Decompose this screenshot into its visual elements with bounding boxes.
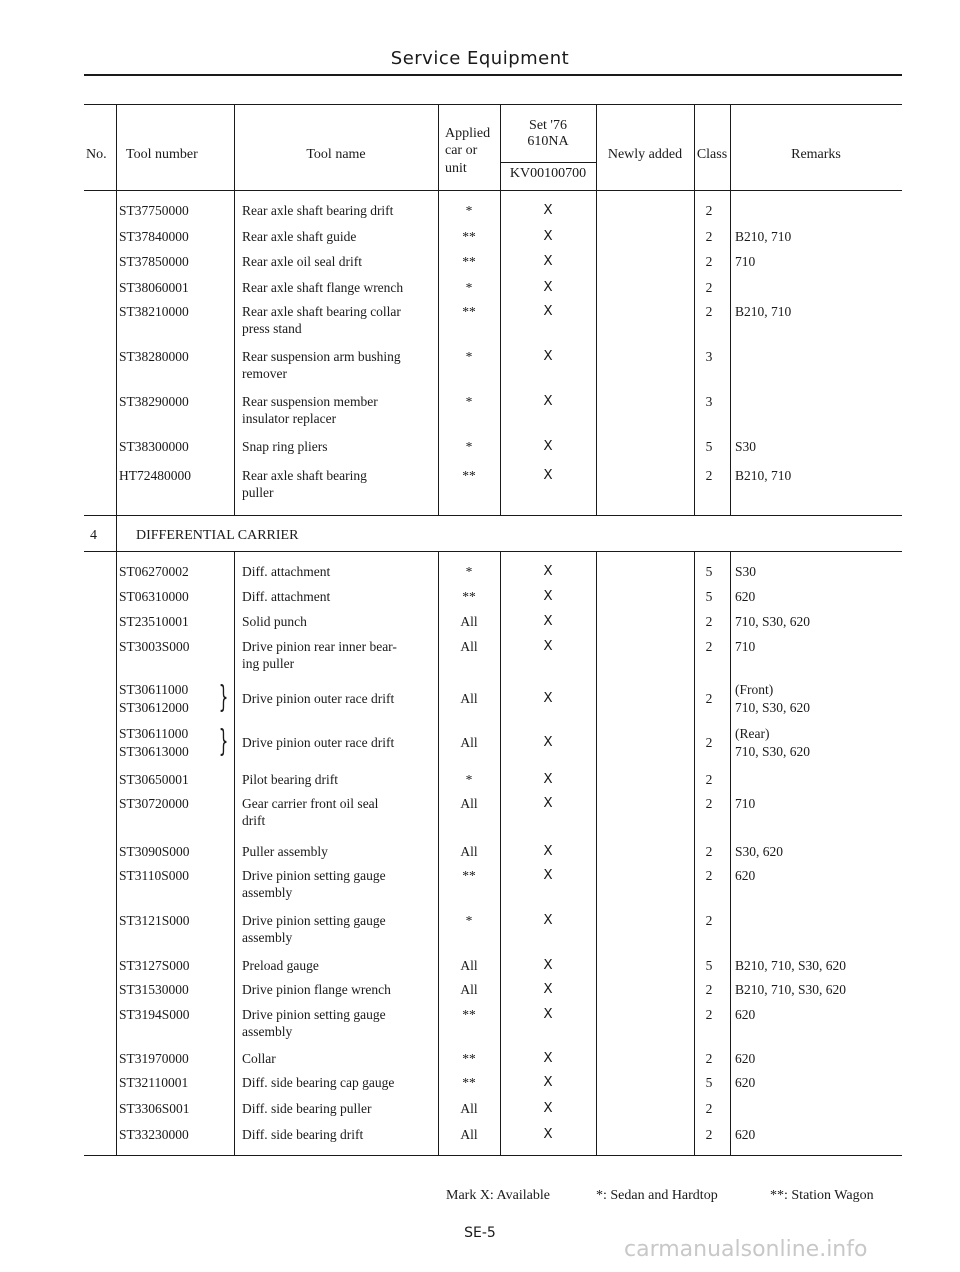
tool-number: ST30613000	[119, 744, 189, 759]
set-availability: X	[543, 563, 553, 579]
set-availability: X	[543, 734, 553, 750]
set-availability: X	[543, 1050, 553, 1066]
applied-value: All	[460, 958, 478, 973]
tool-number: ST06310000	[119, 589, 189, 604]
tool-name: Drive pinion setting gauge	[242, 868, 386, 883]
set-availability: X	[543, 1074, 553, 1090]
applied-value: All	[460, 844, 478, 859]
remarks: 710	[735, 254, 756, 269]
group2-divider	[234, 551, 235, 1155]
section-number: 4	[90, 528, 97, 543]
group2-divider	[500, 551, 501, 1155]
set-availability: X	[543, 467, 553, 483]
tool-name-cont: assembly	[242, 885, 293, 900]
tool-name: Drive pinion setting gauge	[242, 1007, 386, 1022]
legend-single-star: *: Sedan and Hardtop	[596, 1188, 718, 1203]
header-divider	[438, 104, 439, 190]
class-value: 2	[705, 304, 713, 319]
group2-divider	[596, 551, 597, 1155]
tool-name: Diff. side bearing drift	[242, 1127, 364, 1142]
tool-number: ST37750000	[119, 203, 189, 218]
tool-name-cont: drift	[242, 813, 266, 828]
remarks: B210, 710	[735, 304, 792, 319]
set-availability: X	[543, 1126, 553, 1142]
group1-divider	[730, 190, 731, 515]
set-availability: X	[543, 613, 553, 629]
legend-mark-x: Mark X: Available	[446, 1188, 550, 1203]
tool-name: Rear axle shaft guide	[242, 229, 357, 244]
tool-name-cont: puller	[242, 485, 274, 500]
remarks-cont: 710, S30, 620	[735, 700, 811, 715]
class-value: 2	[705, 735, 713, 750]
applied-value: All	[460, 1101, 478, 1116]
tool-number: ST38060001	[119, 280, 189, 295]
tool-name: Rear axle shaft bearing collar	[242, 304, 401, 319]
applied-value: All	[460, 691, 478, 706]
set-availability: X	[543, 957, 553, 973]
class-value: 2	[705, 1101, 713, 1116]
applied-value: All	[460, 796, 478, 811]
header-tool-name: Tool name	[306, 147, 366, 162]
header-divider	[694, 104, 695, 190]
remarks: 710	[735, 796, 756, 811]
tool-number: ST3306S001	[119, 1101, 190, 1116]
applied-value: **	[462, 1007, 476, 1022]
class-value: 2	[705, 614, 713, 629]
remarks: 620	[735, 1075, 756, 1090]
tool-number: ST38210000	[119, 304, 189, 319]
class-value: 5	[705, 564, 713, 579]
class-value: 2	[705, 229, 713, 244]
group2-divider	[694, 551, 695, 1155]
tool-name: Collar	[242, 1051, 276, 1066]
page-title: Service Equipment	[390, 48, 570, 69]
remarks: 620	[735, 868, 756, 883]
class-value: 2	[705, 203, 713, 218]
set-availability: X	[543, 393, 553, 409]
applied-value: **	[462, 1075, 476, 1090]
tool-number: ST37850000	[119, 254, 189, 269]
tool-number: ST23510001	[119, 614, 189, 629]
group1-divider	[694, 190, 695, 515]
set-availability: X	[543, 303, 553, 319]
group1-divider	[596, 190, 597, 515]
tool-name-cont: insulator replacer	[242, 411, 337, 426]
tool-name: Puller assembly	[242, 844, 328, 859]
remarks: 620	[735, 1007, 756, 1022]
tool-number: ST30720000	[119, 796, 189, 811]
brace-icon: }	[218, 724, 229, 759]
header-set-1: Set '76	[529, 118, 567, 133]
brace-icon: }	[218, 680, 229, 715]
header-applied-2: car or	[445, 143, 478, 158]
applied-value: *	[465, 772, 473, 787]
tool-name-cont: assembly	[242, 930, 293, 945]
page-number: SE-5	[464, 1225, 496, 1241]
class-value: 5	[705, 958, 713, 973]
set-availability: X	[543, 843, 553, 859]
group2-divider	[730, 551, 731, 1155]
applied-value: *	[465, 280, 473, 295]
group2-divider	[438, 551, 439, 1155]
class-value: 5	[705, 439, 713, 454]
class-value: 2	[705, 639, 713, 654]
tool-name: Drive pinion outer race drift	[242, 691, 395, 706]
applied-value: **	[462, 304, 476, 319]
tool-number: ST06270002	[119, 564, 189, 579]
header-set-code: KV00100700	[509, 166, 587, 181]
class-value: 2	[705, 982, 713, 997]
tool-name: Diff. attachment	[242, 564, 331, 579]
legend-double-star: **: Station Wagon	[770, 1188, 874, 1203]
set-availability: X	[543, 795, 553, 811]
tool-name: Pilot bearing drift	[242, 772, 338, 787]
remarks: S30	[735, 439, 757, 454]
set-divider-rule	[500, 162, 596, 163]
remarks-cont: 710, S30, 620	[735, 744, 811, 759]
applied-value: **	[462, 589, 476, 604]
set-availability: X	[543, 253, 553, 269]
tool-number: ST31970000	[119, 1051, 189, 1066]
class-value: 2	[705, 254, 713, 269]
class-value: 2	[705, 691, 713, 706]
table-bottom-rule	[84, 1155, 902, 1156]
tool-name: Rear axle shaft flange wrench	[242, 280, 404, 295]
tool-name: Rear axle shaft bearing drift	[242, 203, 394, 218]
group1-bottom-rule	[84, 515, 902, 516]
header-newly-added: Newly added	[607, 147, 683, 162]
section-divider	[116, 515, 117, 551]
tool-number: ST30611000	[119, 726, 189, 741]
tool-name: Drive pinion flange wrench	[242, 982, 391, 997]
tool-name-cont: assembly	[242, 1024, 293, 1039]
remarks: 620	[735, 589, 756, 604]
applied-value: *	[465, 564, 473, 579]
remarks: 710, S30, 620	[735, 614, 811, 629]
set-availability: X	[543, 228, 553, 244]
class-value: 2	[705, 1127, 713, 1142]
set-availability: X	[543, 981, 553, 997]
remarks: (Rear)	[735, 726, 770, 741]
tool-name: Rear axle oil seal drift	[242, 254, 362, 269]
watermark: carmanualsonline.info	[624, 1237, 868, 1262]
applied-value: **	[462, 254, 476, 269]
group1-divider	[116, 190, 117, 515]
tool-name: Drive pinion rear inner bear-	[242, 639, 397, 654]
tool-name-cont: ing puller	[242, 656, 295, 671]
tool-name: Diff. side bearing puller	[242, 1101, 372, 1116]
tool-name: Drive pinion outer race drift	[242, 735, 395, 750]
remarks: 620	[735, 1051, 756, 1066]
class-value: 2	[705, 468, 713, 483]
tool-number: ST38290000	[119, 394, 189, 409]
applied-value: All	[460, 614, 478, 629]
class-value: 5	[705, 589, 713, 604]
header-divider	[500, 104, 501, 190]
header-set-2: 610NA	[527, 134, 569, 149]
class-value: 3	[705, 394, 713, 409]
remarks: B210, 710, S30, 620	[735, 982, 847, 997]
group1-divider	[234, 190, 235, 515]
class-value: 2	[705, 913, 713, 928]
header-divider	[116, 104, 117, 190]
tool-number: ST3127S000	[119, 958, 190, 973]
applied-value: All	[460, 735, 478, 750]
tool-name-cont: press stand	[242, 321, 302, 336]
set-availability: X	[543, 588, 553, 604]
tool-number: ST31530000	[119, 982, 189, 997]
header-remarks: Remarks	[791, 147, 841, 162]
applied-value: All	[460, 639, 478, 654]
header-divider	[234, 104, 235, 190]
tool-name: Drive pinion setting gauge	[242, 913, 386, 928]
applied-value: **	[462, 1051, 476, 1066]
class-value: 2	[705, 1007, 713, 1022]
applied-value: **	[462, 468, 476, 483]
applied-value: *	[465, 349, 473, 364]
tool-number: ST37840000	[119, 229, 189, 244]
applied-value: *	[465, 913, 473, 928]
class-value: 5	[705, 1075, 713, 1090]
header-no: No.	[86, 147, 107, 162]
section-title: DIFFERENTIAL CARRIER	[136, 528, 299, 543]
tool-number: ST30650001	[119, 772, 189, 787]
set-availability: X	[543, 202, 553, 218]
header-applied-1: Applied	[445, 126, 491, 141]
tool-number: HT72480000	[119, 468, 191, 483]
applied-value: *	[465, 394, 473, 409]
tool-number: ST3003S000	[119, 639, 190, 654]
set-availability: X	[543, 690, 553, 706]
class-value: 2	[705, 1051, 713, 1066]
class-value: 2	[705, 796, 713, 811]
tool-name: Solid punch	[242, 614, 307, 629]
tool-name: Snap ring pliers	[242, 439, 328, 454]
set-availability: X	[543, 348, 553, 364]
set-availability: X	[543, 638, 553, 654]
set-availability: X	[543, 867, 553, 883]
set-availability: X	[543, 1006, 553, 1022]
tool-number: ST30611000	[119, 682, 189, 697]
tool-name: Rear suspension member	[242, 394, 378, 409]
header-divider	[596, 104, 597, 190]
header-tool-number: Tool number	[126, 147, 198, 162]
header-top-rule	[84, 104, 902, 105]
tool-name-cont: remover	[242, 366, 287, 381]
remarks: 710	[735, 639, 756, 654]
remarks: 620	[735, 1127, 756, 1142]
tool-name: Diff. attachment	[242, 589, 331, 604]
set-availability: X	[543, 912, 553, 928]
tool-number: ST3090S000	[119, 844, 190, 859]
header-bottom-rule	[84, 190, 902, 191]
tool-name: Rear axle shaft bearing	[242, 468, 367, 483]
tool-number: ST3121S000	[119, 913, 190, 928]
class-value: 3	[705, 349, 713, 364]
tool-name: Gear carrier front oil seal	[242, 796, 379, 811]
tool-number: ST33230000	[119, 1127, 189, 1142]
class-value: 2	[705, 844, 713, 859]
applied-value: *	[465, 439, 473, 454]
tool-number: ST32110001	[119, 1075, 189, 1090]
tool-name: Diff. side bearing cap gauge	[242, 1075, 395, 1090]
tool-number: ST3194S000	[119, 1007, 190, 1022]
applied-value: All	[460, 1127, 478, 1142]
tool-name: Rear suspension arm bushing	[242, 349, 401, 364]
applied-value: **	[462, 229, 476, 244]
remarks: B210, 710, S30, 620	[735, 958, 847, 973]
title-rule	[84, 74, 902, 76]
class-value: 2	[705, 868, 713, 883]
set-availability: X	[543, 279, 553, 295]
tool-number: ST3110S000	[119, 868, 190, 883]
header-class: Class	[696, 147, 728, 162]
tool-number: ST38280000	[119, 349, 189, 364]
remarks: B210, 710	[735, 468, 792, 483]
remarks: (Front)	[735, 682, 774, 697]
tool-name: Preload gauge	[242, 958, 319, 973]
set-availability: X	[543, 1100, 553, 1116]
applied-value: **	[462, 868, 476, 883]
remarks: S30	[735, 564, 757, 579]
applied-value: *	[465, 203, 473, 218]
header-divider	[730, 104, 731, 190]
set-availability: X	[543, 771, 553, 787]
header-applied-3: unit	[445, 161, 467, 176]
remarks: S30, 620	[735, 844, 784, 859]
tool-number: ST30612000	[119, 700, 189, 715]
group1-divider	[438, 190, 439, 515]
set-availability: X	[543, 438, 553, 454]
group2-divider	[116, 551, 117, 1155]
section-rule	[84, 551, 902, 552]
remarks: B210, 710	[735, 229, 792, 244]
tool-number: ST38300000	[119, 439, 189, 454]
class-value: 2	[705, 280, 713, 295]
class-value: 2	[705, 772, 713, 787]
group1-divider	[500, 190, 501, 515]
applied-value: All	[460, 982, 478, 997]
